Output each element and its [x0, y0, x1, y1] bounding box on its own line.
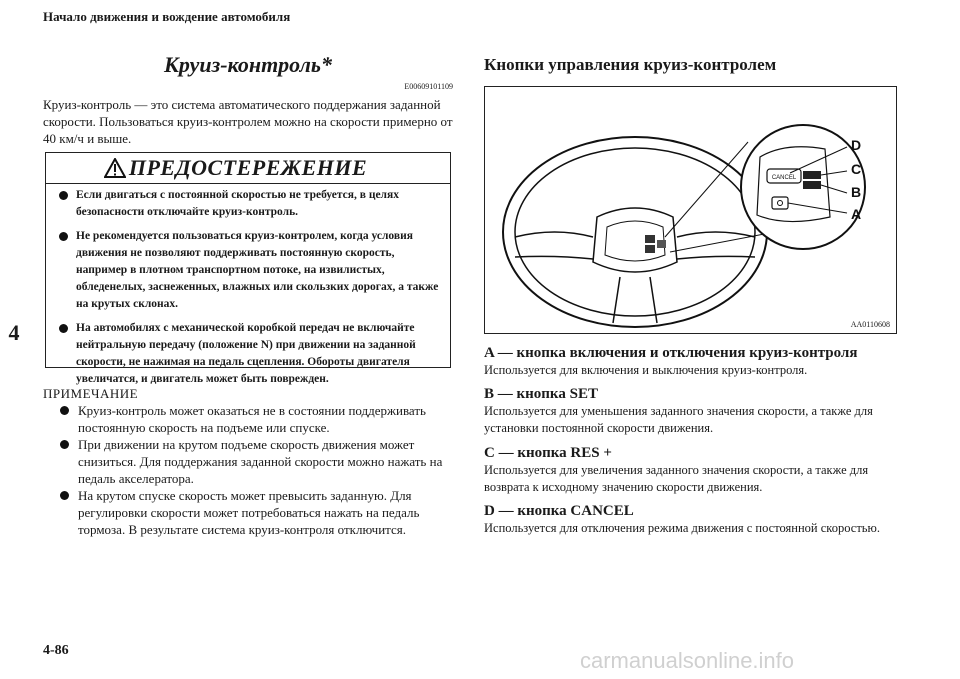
warning-title: ПРЕДОСТЕРЕЖЕНИЕ — [128, 155, 368, 180]
warning-list — [54, 187, 444, 395]
control-item-title: B — кнопка SET — [484, 386, 598, 402]
page-number: 4-86 — [43, 643, 69, 658]
control-item-desc: Используется для увеличения заданного значения скорости, а также для возврата к исходному значению скорости движения. — [484, 463, 869, 494]
control-item-b — [484, 386, 904, 437]
steering-wheel-figure — [484, 86, 897, 334]
note-list — [60, 402, 455, 538]
control-item-title: D — кнопка CANCEL — [484, 503, 634, 519]
figure-code: AA0110608 — [850, 320, 890, 329]
warning-header — [46, 153, 450, 184]
control-item-desc: Используется для уменьшения заданного значения скорости, а также для установки постоянной скорости движения. — [484, 404, 873, 435]
note-item: На крутом спуске скорость может превысить заданную. Для регулировки скорости может потребоваться нажать на педаль тормоза. В результате система круиз-контроля отключится. — [60, 487, 455, 538]
warning-item: На автомобилях с механической коробкой передач не включайте нейтральную передачу (положение N) при движении на заданной скорости, не нажимая на педаль сцепления. Обороты двигателя увеличатся, и двигатель может быть поврежден. — [54, 320, 444, 388]
control-item-title: A — кнопка включения и отключения круиз-контроля — [484, 345, 858, 361]
note-item: При движении на крутом подъеме скорость движения может снизиться. Для поддержания заданной скорости можно нажать на педаль акселератора. — [60, 436, 455, 487]
control-item-desc: Используется для включения и выключения круиз-контроля. — [484, 363, 808, 377]
control-item-d — [484, 503, 904, 537]
cancel-button-text: CANCEL — [771, 175, 797, 181]
control-item-c — [484, 445, 904, 496]
label-d: D — [851, 137, 862, 153]
section-code: E00609101109 — [404, 82, 453, 91]
intro-paragraph: Круиз-контроль — это система автоматического поддержания заданной скорости. Пользоваться круиз-контролем можно на скорости примерно от 40 км/ч и выше. — [43, 97, 453, 146]
control-item-title: C — кнопка RES + — [484, 445, 612, 461]
warning-item: Если двигаться с постоянной скоростью не требуется, в целях безопасности отключайте круиз-контроль. — [54, 187, 444, 221]
warning-item: Не рекомендуется пользоваться круиз-контролем, когда условия движения не позволяют поддерживать постоянную скорость, например в плотном транспортном потоке, на извилистых, обледенелых, заснеженных, влажных или скользких дорогах, а также на крутых склонах. — [54, 228, 444, 313]
label-b: B — [851, 184, 862, 200]
label-c: C — [851, 161, 862, 177]
note-label: ПРИМЕЧАНИЕ — [43, 386, 139, 401]
control-item-desc: Используется для отключения режима движения с постоянной скоростью. — [484, 521, 880, 535]
watermark: carmanualsonline.info — [580, 648, 795, 673]
section-title: Круиз-контроль* — [164, 52, 332, 77]
label-a: A — [851, 206, 862, 222]
control-item-a — [484, 345, 904, 379]
steering-wheel-illustration — [485, 87, 896, 333]
running-header: Начало движения и вождение автомобиля — [43, 9, 291, 24]
controls-title: Кнопки управления круиз-контролем — [484, 55, 777, 74]
warning-box — [45, 152, 451, 385]
chapter-tab: 4 — [8, 320, 20, 345]
note-item: Круиз-контроль может оказаться не в состоянии поддерживать постоянную скорость на подъеме или спуске. — [60, 402, 455, 436]
